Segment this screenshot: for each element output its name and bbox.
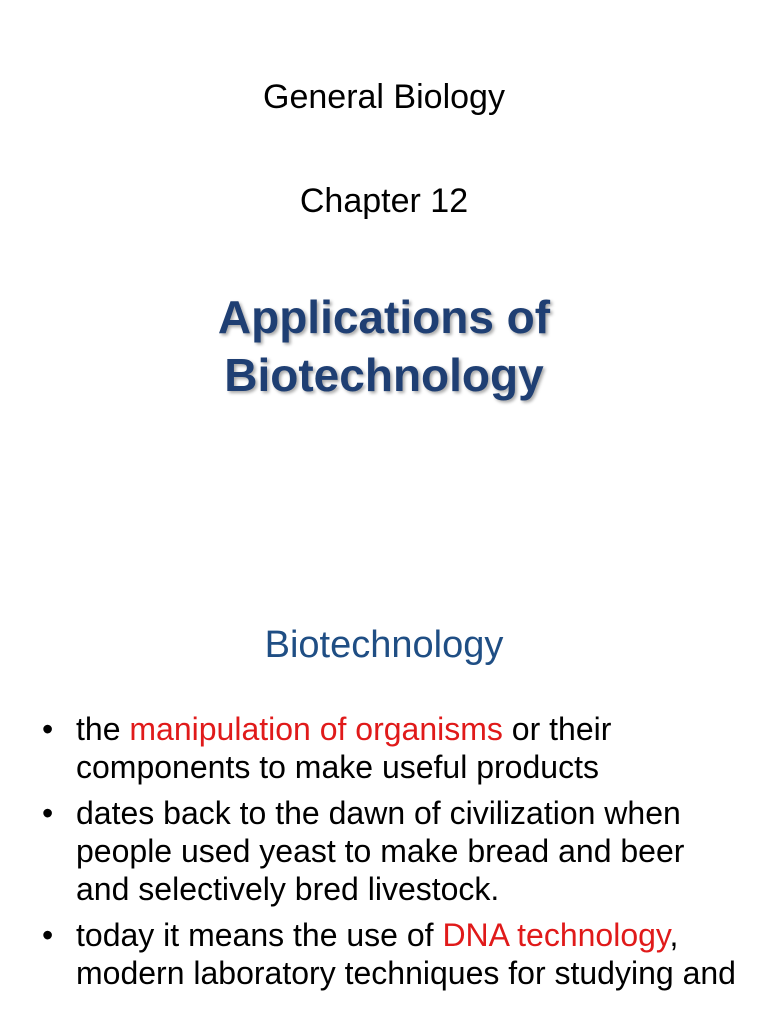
chapter-label: Chapter 12 — [299, 182, 469, 220]
bullet-list — [40, 710, 740, 1000]
main-title-line-2: Biotechnology — [224, 349, 544, 401]
bullet-text: dates back to the dawn of civilization when people used yeast to make bread and beer and selectively bred livestock. — [76, 795, 685, 907]
bullet-item — [40, 794, 740, 908]
main-title-line-1: Applications of — [217, 291, 551, 343]
bullet-icon: • — [42, 795, 54, 831]
content-slide — [0, 576, 768, 1024]
highlighted-term: DNA technology — [442, 917, 670, 953]
bullet-text: , modern laboratory techniques for studying and — [76, 917, 736, 991]
bullet-text: or their components to make useful products — [76, 711, 612, 785]
highlighted-term: manipulation of organisms — [129, 711, 503, 747]
bullet-icon: • — [42, 711, 54, 747]
bullet-text: today it means the use of — [76, 917, 443, 953]
bullet-text: the — [76, 711, 130, 747]
bullet-item — [40, 710, 740, 786]
main-title — [0, 288, 768, 404]
slide-heading: Biotechnology — [264, 624, 504, 666]
bullet-icon: • — [42, 917, 54, 953]
course-title: General Biology — [263, 78, 505, 116]
bullet-item — [40, 916, 740, 992]
